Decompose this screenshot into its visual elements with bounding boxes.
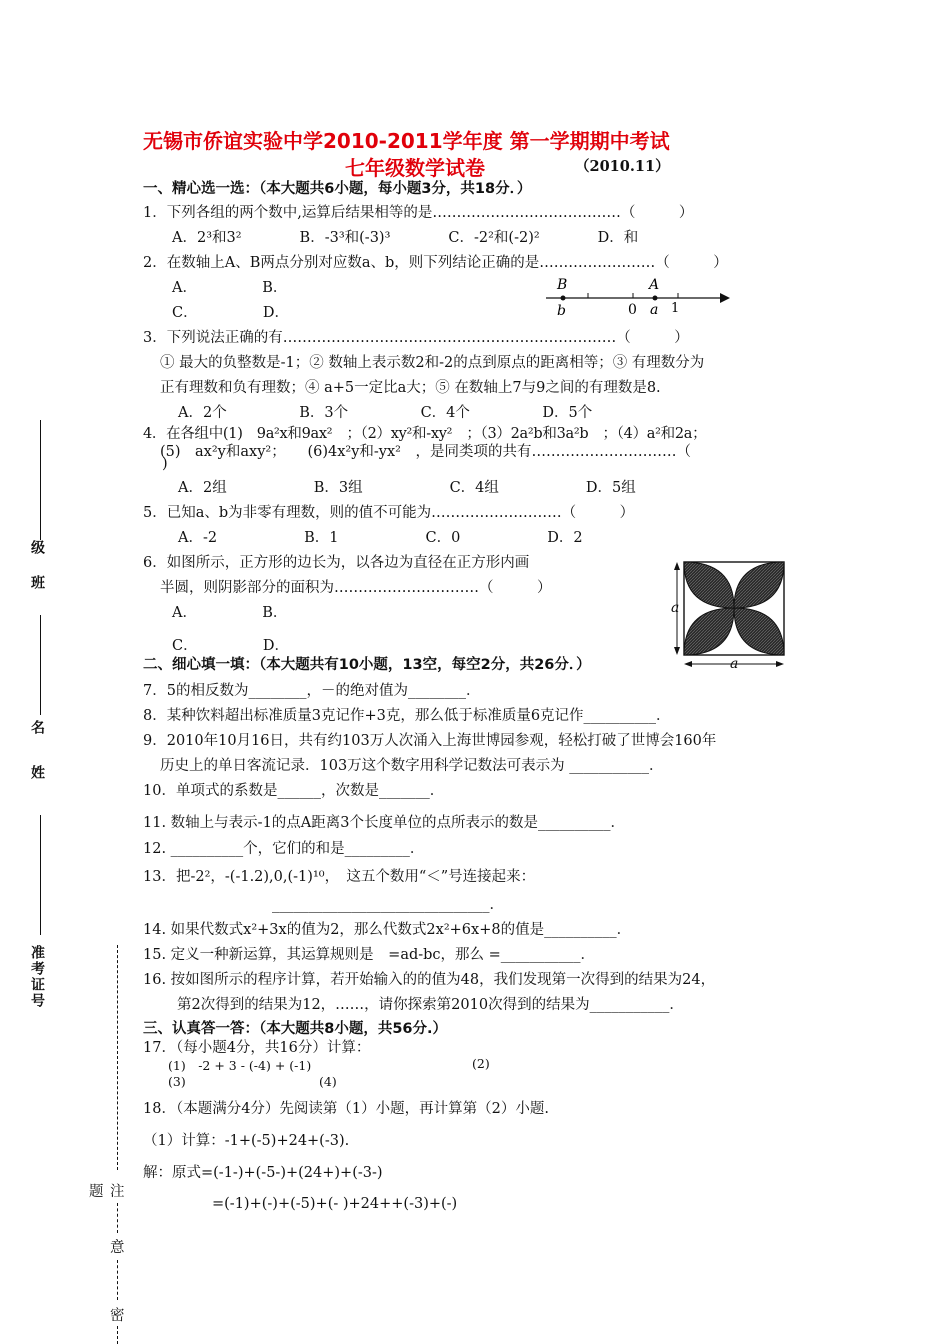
question-9-cont: 历史上的单日客流记录．103万这个数字用科学记数法可表示为 ___________． xyxy=(160,758,664,774)
question-18-part-1: （1）计算：-1+(-5)+24+(-3). xyxy=(143,1133,350,1149)
question-14: 14. 如果代数式x²+3x的值为2，那么代数式2x²+6x+8的值是__________． xyxy=(143,922,632,938)
seal-dash-line xyxy=(117,1260,118,1300)
question-3-statements-1: ① 最大的负整数是-1；② 数轴上表示数2和-2的点到原点的距离相等；③ 有理数分为 xyxy=(160,355,705,371)
question-4: 4．在各组中(1) 9a²x和9ax² ；（2）xy²和-xy² ；（3）2a²b和3a²b ；（4）a²和2a； xyxy=(143,426,707,442)
exam-id-label: 准考证号 xyxy=(29,945,45,1009)
question-18-solution-2: =(-1)+(-)+(-5)+(- )+24++(-3)+(-) xyxy=(212,1196,458,1212)
question-18-solution-1: 解：原式=(-1-)+(-5-)+(24+)+(-3-) xyxy=(143,1165,383,1181)
question-12: 12. __________个，它们的和是_________． xyxy=(143,841,425,857)
name-label-xing: 姓 xyxy=(29,765,45,781)
label-A: A xyxy=(649,277,660,293)
question-6: 6．如图所示，正方形的边长为，以各边为直径在正方形内画 xyxy=(143,555,530,571)
seal-text-zhu: 注 xyxy=(110,1184,125,1200)
question-7: 7．5的相反数为________，－的绝对值为________． xyxy=(143,683,481,699)
question-15: 15. 定义一种新运算，其运算规则是 =ad-bc，那么 =___________． xyxy=(143,947,596,963)
question-9: 9．2010年10月16日，共有约103万人次涌入上海世博园参观，轻松打破了世博会160年 xyxy=(143,733,717,749)
question-3-statements-2: 正有理数和负有理数；④ a+5一定比a大；⑤ 在数轴上7与9之间的有理数是8. xyxy=(160,380,661,396)
seal-dash-line xyxy=(117,945,118,1170)
label-a: a xyxy=(650,302,659,318)
question-16-cont: 第2次得到的结果为12，……，请你探索第2010次得到的结果为___________． xyxy=(177,997,684,1013)
question-6-cont: 半圆，则阴影部分的面积为…………………………（ ） xyxy=(160,580,552,596)
seal-text-yi: 意 xyxy=(110,1240,125,1256)
question-13: 13．把-2²，-(-1.2),0,(-1)¹⁰， 这五个数用“＜”号连接起来： xyxy=(143,869,536,885)
question-10: 10．单项式的系数是______，次数是_______． xyxy=(143,783,445,799)
binding-line xyxy=(40,815,41,935)
question-5-options: A．-2 B．1 C．0 D．2 xyxy=(178,530,583,546)
binding-line xyxy=(40,615,41,715)
question-17: 17．（每小题4分，共16分）计算： xyxy=(143,1040,371,1056)
seal-dash-line xyxy=(117,1326,118,1344)
question-4-cont: (5) ax²y和axy²； (6)4x²y和-yx² ，是同类项的共有…………………………（ xyxy=(160,444,691,460)
class-label-ji: 级 xyxy=(29,540,45,556)
seal-dash-line xyxy=(117,1203,118,1233)
question-6-options-cd: C． D． xyxy=(172,638,289,654)
question-17-part-3: (3) xyxy=(168,1074,186,1089)
figure-bottom-label: a xyxy=(730,656,739,670)
exam-subtitle: 七年级数学试卷 xyxy=(345,156,485,180)
exam-date: （2010.11） xyxy=(575,158,670,175)
question-17-part-2: (2) xyxy=(472,1056,490,1071)
question-17-part-4: (4) xyxy=(319,1074,337,1089)
question-2-options-ab: A． B． xyxy=(172,280,288,296)
question-3-options: A．2个 B．3个 C．4个 D．5个 xyxy=(178,405,593,421)
section-3-heading: 三、认真答一答：（本大题共8小题，共56分.） xyxy=(143,1021,448,1037)
question-1: 1．下列各组的两个数中,运算后结果相等的是…………………………………（ ） xyxy=(143,205,694,221)
seal-text-ti: 题 xyxy=(89,1184,104,1200)
section-2-heading: 二、细心填一填：（本大题共有10小题，13空，每空2分，共26分．） xyxy=(143,657,591,673)
label-B: B xyxy=(557,277,568,293)
question-2-options-cd: C． D． xyxy=(172,305,289,321)
question-5: 5．已知a、b为非零有理数，则的值不可能为………………………（ ） xyxy=(143,505,635,521)
exam-title: 无锡市侨谊实验中学2010-2011学年度 第一学期期中考试 xyxy=(143,129,670,153)
seal-text-mi: 密 xyxy=(110,1308,125,1324)
question-13-answer: ______________________________． xyxy=(272,897,504,913)
question-4-options: A．2组 B．3组 C．4组 D．5组 xyxy=(178,480,636,496)
question-18: 18．（本题满分4分）先阅读第（1）小题，再计算第（2）小题. xyxy=(143,1101,549,1117)
question-8: 8．某种饮料超出标准质量3克记作+3克，那么低于标准质量6克记作__________． xyxy=(143,708,671,724)
label-b: b xyxy=(557,303,566,319)
question-3: 3．下列说法正确的有……………………………………………………………（ ） xyxy=(143,330,689,346)
question-2: 2．在数轴上A、B两点分别对应数a、b，则下列结论正确的是……………………（ ） xyxy=(143,255,728,271)
question-4-bracket: ) xyxy=(162,456,168,472)
class-label-ban: 班 xyxy=(29,575,45,591)
question-11: 11. 数轴上与表示-1的点A距离3个长度单位的点所表示的数是__________． xyxy=(143,815,625,831)
figure-side-label: a xyxy=(671,600,680,616)
question-1-options: A．2³和3² B．-3³和(-3)³ C．-2²和(-2)² D．和 xyxy=(172,230,639,246)
question-6-options-ab: A． B． xyxy=(172,605,288,621)
square-petal-figure xyxy=(668,558,794,670)
binding-line xyxy=(40,420,41,540)
question-16: 16. 按如图所示的程序计算，若开始输入的的值为48，我们发现第一次得到的结果为24， xyxy=(143,972,716,988)
number-line-figure xyxy=(540,272,740,322)
section-1-heading: 一、精心选一选：（本大题共6小题，每小题3分，共18分．） xyxy=(143,181,532,197)
label-0: 0 xyxy=(628,302,637,318)
name-label-ming: 名 xyxy=(29,720,45,736)
label-1: 1 xyxy=(671,301,680,316)
question-17-part-1: (1) -2 + 3 - (-4) + (-1) xyxy=(168,1058,312,1073)
